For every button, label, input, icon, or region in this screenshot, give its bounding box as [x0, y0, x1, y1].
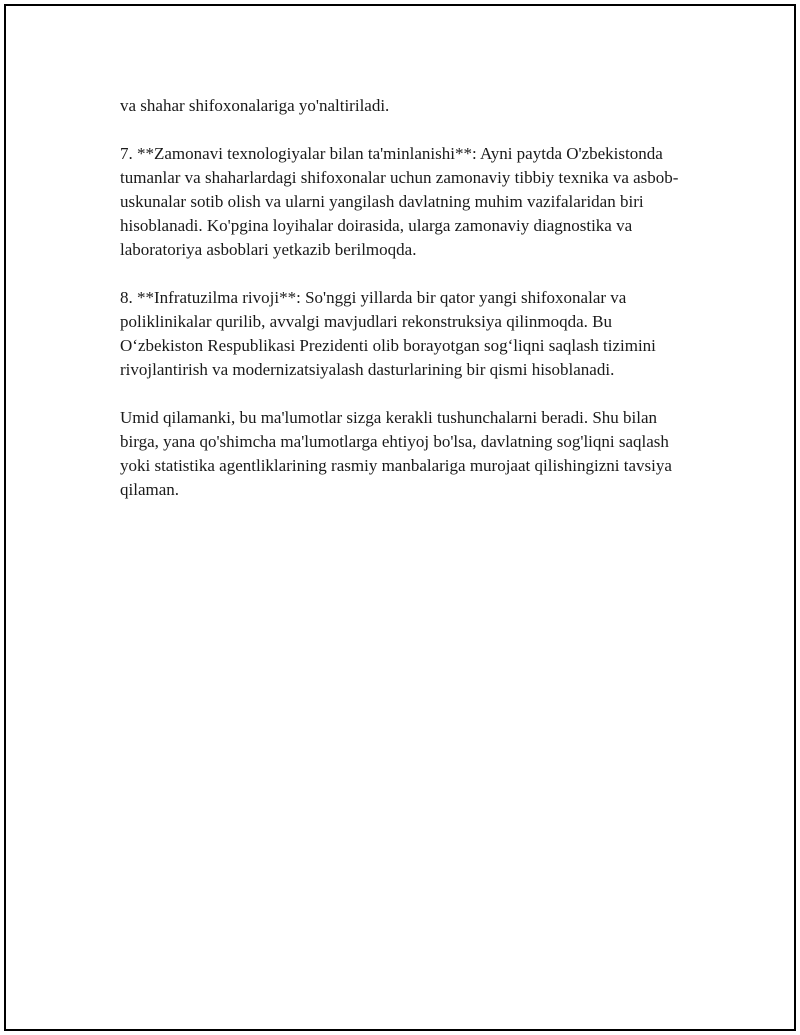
- paragraph-item-8: 8. **Infratuzilma rivoji**: So'nggi yillarda bir qator yangi shifoxonalar va poliklinikalar qurilib, avvalgi mavjudlari rekonstruksiya qilinmoqda. Bu O‘zbekiston Respublikasi Prezidenti olib borayotgan sog‘liqni saqlash tizimini rivojlantirish va modernizatsiyalash dasturlarining bir qismi hisoblanadi.: [120, 288, 656, 379]
- document-body: [120, 94, 686, 526]
- document-page: [4, 4, 796, 1031]
- paragraph-continuation: va shahar shifoxonalariga yo'naltiriladi.: [120, 96, 390, 115]
- paragraph-item-7: 7. **Zamonavi texnologiyalar bilan ta'minlanishi**: Ayni paytda O'zbekistonda tumanlar va shaharlardagi shifoxonalar uchun zamonaviy tibbiy texnika va asbob-uskunalar sotib olish va ularni yangilash davlatning muhim vazifalaridan biri hisoblanadi. Ko'pgina loyihalar doirasida, ularga zamonaviy diagnostika va laboratoriya asboblari yetkazib berilmoqda.: [120, 144, 679, 259]
- paragraph-closing: Umid qilamanki, bu ma'lumotlar sizga kerakli tushunchalarni beradi. Shu bilan birga, yana qo'shimcha ma'lumotlarga ehtiyoj bo'lsa, davlatning sog'liqni saqlash yoki statistika agentliklarining rasmiy manbalariga murojaat qilishingizni tavsiya qilaman.: [120, 408, 672, 499]
